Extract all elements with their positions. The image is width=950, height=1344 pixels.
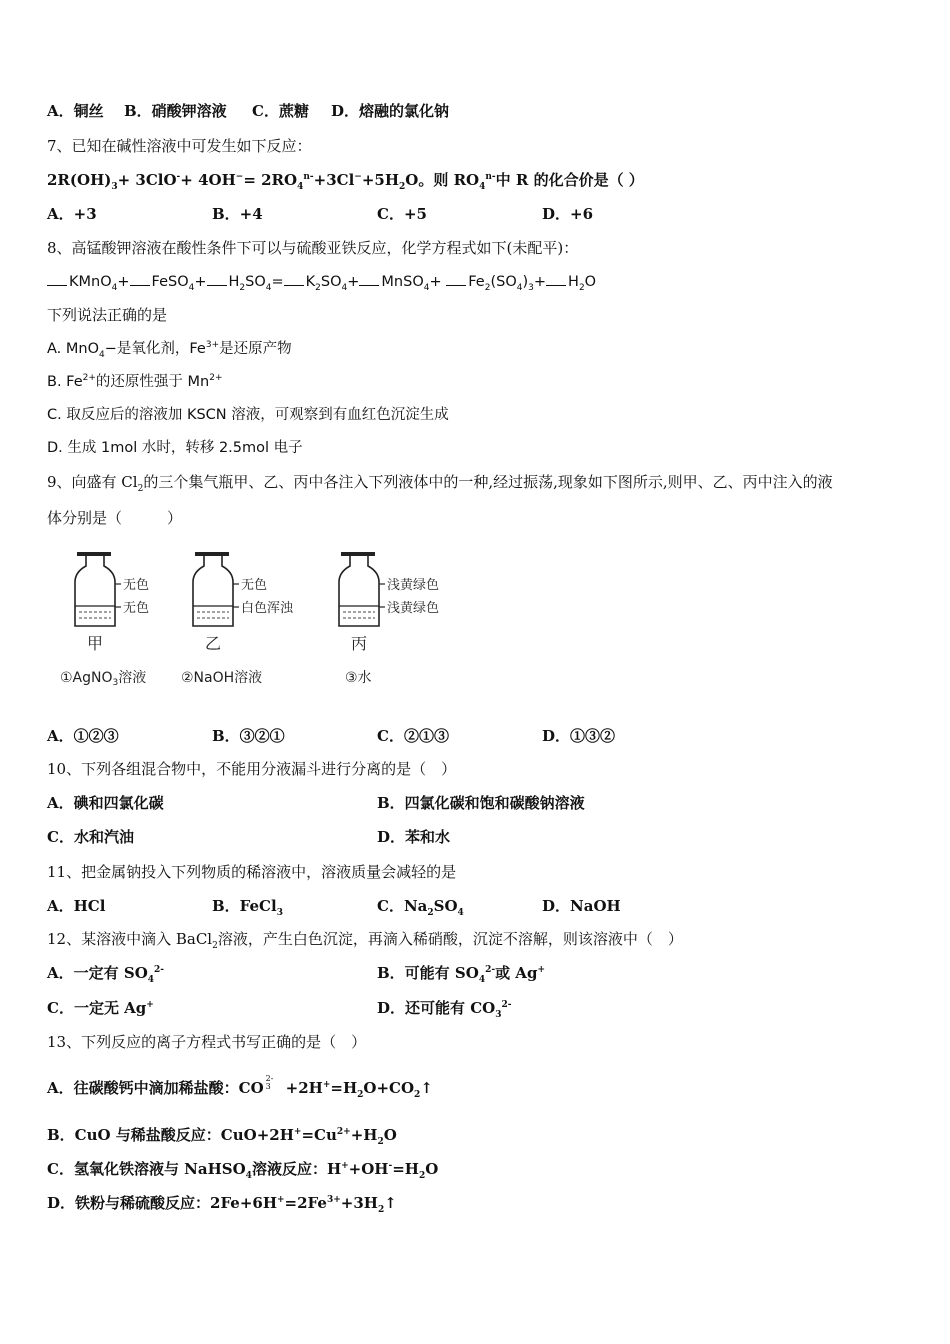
bottle-bing: [339, 552, 439, 686]
q8-option-d: D. 生成 1mol 水时，转移 2.5mol 电子: [47, 440, 303, 456]
q9-option-c: C．②①③: [377, 727, 449, 745]
q7-option-a: A．+3: [47, 205, 97, 223]
bottle-yi-reagent: ②NaOH溶液: [181, 670, 263, 686]
bottle-yi-upper-label: 无色: [241, 578, 268, 593]
q8-option-a: A. MnO$_4$−是氧化剂，$Fe^{3+}$是还原产物: [47, 340, 292, 360]
gas-bottle-figure: [55, 548, 475, 698]
bottle-jia-name: 甲: [87, 634, 104, 653]
bottle-bing-reagent: ③水: [345, 670, 372, 686]
q9-stem-line1: 9、向盛有 $Cl_2$的三个集气瓶甲、乙、丙中各注入下列液体中的一种,经过振荡,现象如下图所示,则甲、乙、丙中注入的液: [47, 473, 833, 494]
q12-stem: 12、某溶液中滴入 BaCl$_2$溶液，产生白色沉淀，再滴入稀硝酸，沉淀不溶解，则该溶液中（ ）: [47, 930, 683, 951]
q9-stem-line2: 体分别是（ ）: [47, 509, 183, 527]
q8-prompt: 下列说法正确的是: [47, 306, 168, 324]
q6-option-b: B．硝酸钾溶液: [124, 102, 227, 120]
q10-option-b: B．四氯化碳和饱和碳酸钠溶液: [377, 794, 585, 812]
q7-stem: 7、已知在碱性溶液中可发生如下反应：: [47, 137, 312, 155]
q13-option-b: B．CuO 与稀盐酸反应：$CuO+2H^+=Cu^{2+}+H_2O$: [47, 1126, 397, 1147]
q12-option-d: D．还可能有 $CO_3^{2-}$: [377, 999, 512, 1020]
q6-options: [47, 101, 907, 121]
q9-option-a: A．①②③: [47, 727, 119, 745]
bottle-jia-lower-label: 无色: [123, 601, 150, 616]
bottle-bing-name: 丙: [351, 634, 368, 653]
q7-option-b: B．+4: [212, 205, 263, 223]
q13-option-c: C．氢氧化铁溶液与 NaHSO$_4$溶液反应：$H^++OH^-=H_2O$: [47, 1160, 439, 1181]
q10-options-row1: [47, 793, 907, 813]
q9-option-d: D．①③②: [542, 727, 616, 745]
q11-option-c: C．$Na_2SO_4$: [377, 897, 464, 918]
q12-options-row1: [47, 963, 907, 983]
q8-stem: 8、高锰酸钾溶液在酸性条件下可以与硫酸亚铁反应，化学方程式如下(未配平)：: [47, 239, 579, 257]
q9-options: [47, 726, 907, 746]
q10-option-d: D．苯和水: [377, 828, 451, 846]
q11-option-d: D．NaOH: [542, 897, 621, 915]
q11-stem: 11、把金属钠投入下列物质的稀溶液中，溶液质量会减轻的是: [47, 863, 457, 881]
q6-option-c: C．蔗糖: [252, 102, 309, 120]
bottle-bing-lower-label: 浅黄绿色: [387, 601, 440, 616]
bottle-bing-upper-label: 浅黄绿色: [387, 578, 440, 593]
bottle-yi: [181, 552, 294, 686]
q12-option-b: B．可能有 $SO_4^{2-}$或 Ag+: [377, 964, 545, 985]
q7-option-d: D．+6: [542, 205, 594, 223]
q10-option-c: C．水和汽油: [47, 828, 134, 846]
q7-equation: $2R(OH)_3+ 3ClO^-+ 4OH^-= 2RO_4^{n-}+3Cl^-+5H_2O$。则 $RO_4^{n-}$中 R 的化合价是（ ）: [47, 171, 644, 192]
q10-option-a: A．碘和四氯化碳: [47, 794, 164, 812]
q11-options: [47, 896, 907, 916]
q13-option-d: D．铁粉与稀硫酸反应：$2Fe+6H^+=2Fe^{3+}+3H_2↑$: [47, 1194, 397, 1215]
q10-stem: 10、下列各组混合物中，不能用分液漏斗进行分离的是（ ）: [47, 760, 457, 778]
q10-options-row2: [47, 827, 907, 847]
q8-option-b: B. $Fe^{2+}$的还原性强于 $Mn^{2+}$: [47, 373, 223, 390]
q7-option-c: C．+5: [377, 205, 427, 223]
bottle-yi-name: 乙: [205, 634, 222, 653]
q8-equation: KMnO$_4$+ FeSO$_4$+ $H_2SO_4= K_2SO_4+$ MnSO$_4$+ $Fe_2(SO_4)_3+ H_2O$: [47, 272, 596, 292]
q11-option-b: B．FeCl$_3$: [212, 897, 283, 918]
bottle-yi-lower-label: 白色浑浊: [241, 601, 294, 616]
bottle-jia-reagent: ①AgNO$_3$溶液: [60, 670, 147, 688]
q12-option-a: A．一定有 $SO_4^{2-}$: [47, 964, 165, 985]
q7-options: [47, 204, 907, 224]
bottle-jia-upper-label: 无色: [123, 578, 150, 593]
q13-option-a: A．往碳酸钙中滴加稀盐酸：CO 2- 3 $+2H^+=H_2O+CO_2↑$: [47, 1074, 433, 1100]
q9-option-b: B．③②①: [212, 727, 285, 745]
q13-stem: 13、下列反应的离子方程式书写正确的是（ ）: [47, 1033, 367, 1051]
q6-option-a: A．铜丝: [47, 102, 104, 120]
q11-option-a: A．HCl: [47, 897, 106, 915]
bottle-jia: [60, 552, 149, 688]
q8-option-c: C. 取反应后的溶液加 KSCN 溶液，可观察到有血红色沉淀生成: [47, 407, 449, 423]
q12-option-c: C．一定无 Ag+: [47, 999, 154, 1017]
q12-options-row2: [47, 998, 907, 1018]
q6-option-d: D．熔融的氯化钠: [331, 102, 450, 120]
